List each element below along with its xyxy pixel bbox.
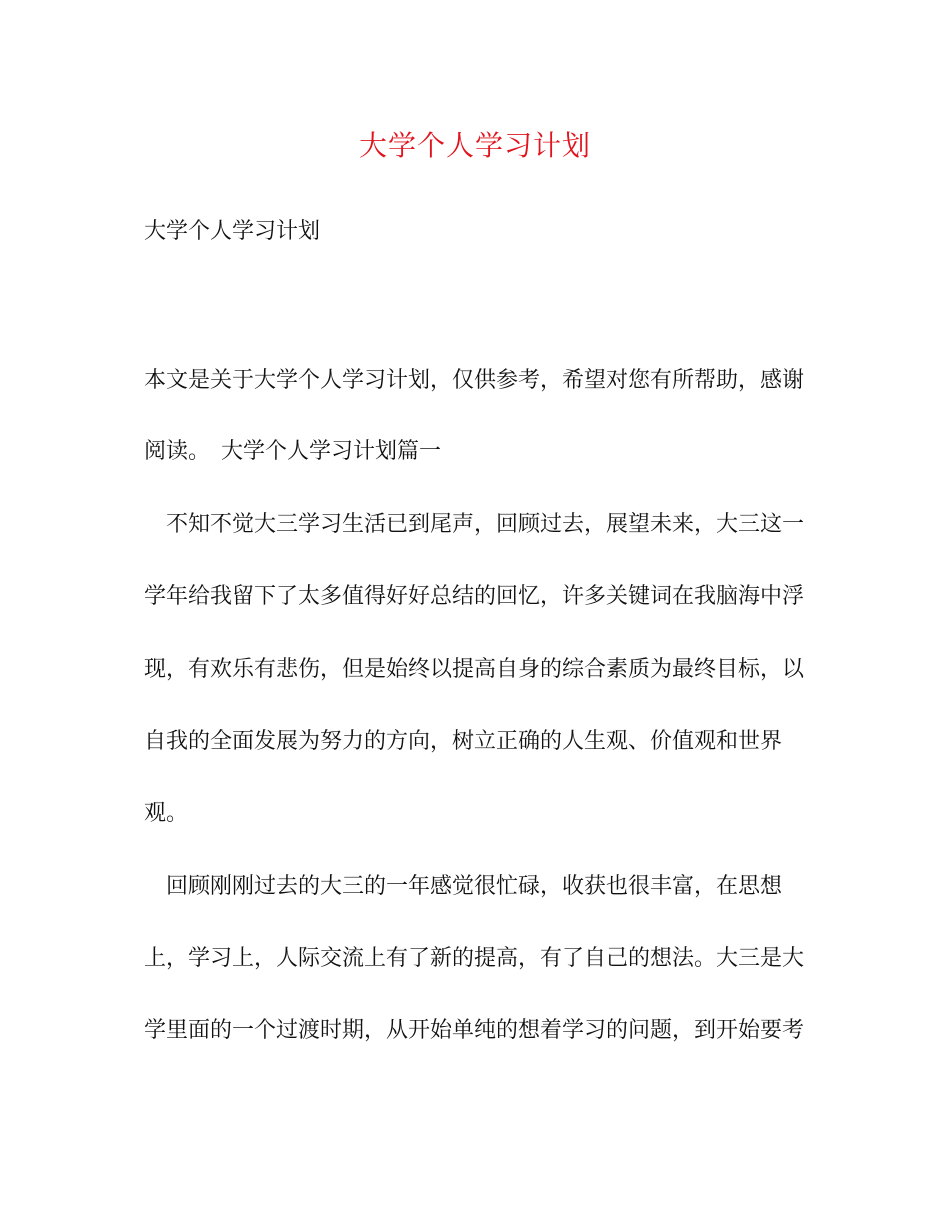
document-subtitle: 大学个人学习计划: [144, 219, 321, 244]
body-line: 阅读。 大学个人学习计划篇一: [144, 439, 442, 464]
body-line: 学里面的一个过渡时期，从开始单纯的想着学习的问题，到开始要考: [144, 1018, 805, 1043]
body-line: 本文是关于大学个人学习计划，仅供参考，希望对您有所帮助，感谢: [144, 368, 805, 393]
body-line: 观。: [144, 801, 189, 826]
body-line: 学年给我留下了太多值得好好总结的回忆，许多关键词在我脑海中浮: [144, 584, 805, 609]
body-line: 现，有欢乐有悲伤，但是始终以提高自身的综合素质为最终目标，以: [144, 657, 805, 682]
body-line: 上，学习上，人际交流上有了新的提高，有了自己的想法。大三是大: [144, 946, 805, 971]
body-line: 自我的全面发展为努力的方向，树立正确的人生观、价值观和世界: [144, 729, 783, 754]
body-line: 不知不觉大三学习生活已到尾声，回顾过去，展望未来，大三这一: [144, 512, 805, 537]
body-line: 回顾刚刚过去的大三的一年感觉很忙碌，收获也很丰富，在思想: [144, 874, 783, 899]
document-title: 大学个人学习计划: [358, 129, 591, 162]
